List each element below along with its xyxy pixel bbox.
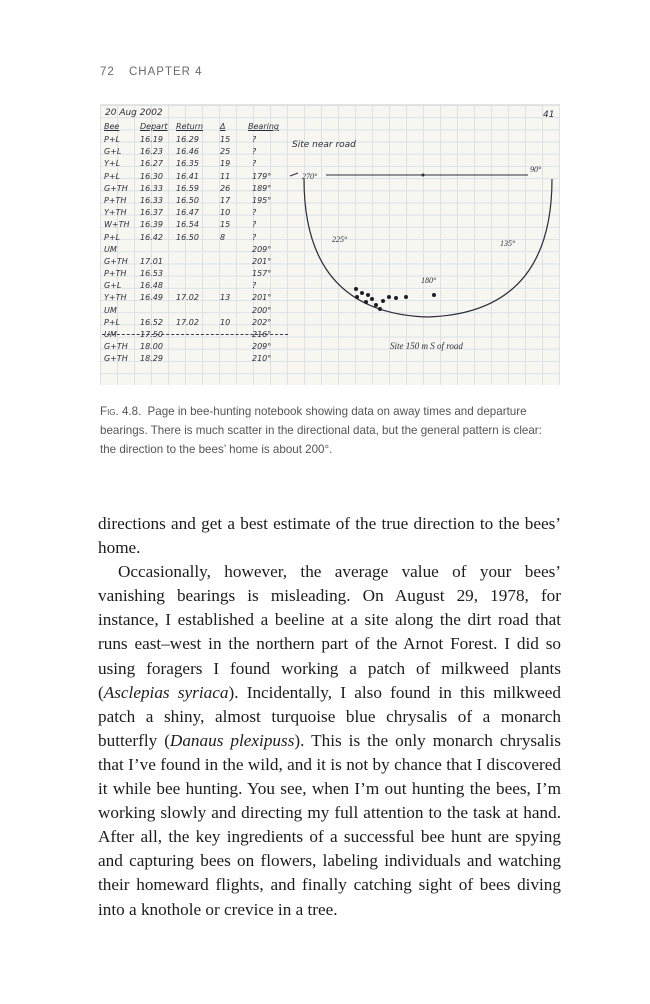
table-cell: 17.50 [140, 330, 163, 339]
table-cell: 16.29 [176, 135, 199, 144]
chapter-label: CHAPTER 4 [129, 66, 203, 78]
running-head [100, 66, 213, 78]
notebook-date: 20 Aug 2002 [105, 108, 163, 118]
label-270: 270° [302, 172, 318, 181]
table-cell: 16.23 [140, 147, 163, 157]
table-cell: 16.59 [176, 183, 199, 193]
body-text [98, 512, 561, 922]
paragraph: directions and get a best estimate of the true direction to the bees’ home. [98, 514, 561, 558]
notebook-figure [100, 104, 560, 385]
table-cell: G+L [104, 281, 122, 291]
table-cell: 11 [220, 171, 231, 181]
table-cell: UM [104, 244, 117, 254]
table-cell: 16.49 [140, 293, 163, 303]
table-cell: 17.02 [176, 293, 199, 303]
caption-label: Fig. 4.8. [100, 405, 142, 418]
table-cell: 157° [252, 269, 272, 279]
bearing-diagram [290, 135, 560, 351]
table-cell: G+L [104, 147, 122, 157]
table-cell: 17.01 [140, 256, 163, 266]
header-delta: Δ [220, 122, 226, 131]
label-90: 90° [530, 165, 542, 174]
table-cell: P+L [104, 171, 120, 181]
table-cell: W+TH [104, 220, 130, 230]
table-cell: P+TH [104, 269, 127, 279]
table-cell: UM [104, 305, 117, 315]
table-cell: 13 [220, 293, 231, 303]
table-cell: 18.29 [140, 354, 163, 364]
page-number: 72 [100, 66, 115, 78]
table-cell: 19 [220, 159, 231, 169]
table-cell: 201° [252, 293, 272, 303]
label-180: 180° [421, 276, 437, 285]
table-cell: G+TH [104, 183, 128, 193]
label-225: 225° [332, 235, 348, 244]
table-cell: ? [252, 135, 257, 144]
notebook-page-number: 41 [543, 110, 555, 120]
table-cell: 10 [220, 317, 231, 327]
table-cell: P+L [104, 317, 120, 327]
table-divider [102, 334, 288, 335]
table-cell: 26 [220, 183, 231, 193]
table-cell: 16.33 [140, 183, 163, 193]
species-name: Asclepias syriaca [103, 682, 229, 702]
table-cell: 189° [252, 183, 272, 193]
site-south-label: Site 150 m S of road [390, 341, 463, 351]
header-depart: Depart [140, 122, 168, 131]
table-cell: 195° [252, 195, 272, 205]
table-cell: 16.50 [176, 232, 199, 242]
label-135: 135° [500, 239, 516, 248]
table-cell: P+L [104, 135, 120, 144]
table-cell: Y+TH [104, 293, 127, 303]
table-cell: 16.27 [140, 159, 163, 169]
table-cell: 201° [252, 256, 272, 266]
table-cell: 16.46 [176, 147, 199, 157]
table-cell: 179° [252, 171, 272, 181]
table-cell: G+TH [104, 342, 128, 352]
table-cell: G+TH [104, 256, 128, 266]
table-cell: ? [252, 281, 257, 291]
table-cell: 16.37 [140, 208, 163, 218]
table-cell: 17 [220, 195, 231, 205]
table-cell: 16.54 [176, 220, 199, 230]
table-cell: 8 [220, 232, 226, 242]
table-cell: 16.41 [176, 171, 199, 181]
table-cell: 16.47 [176, 208, 199, 218]
table-cell: 17.02 [176, 317, 199, 327]
table-cell: P+TH [104, 195, 127, 205]
text-run: ). This is the only monarch chrysalis that I’ve found in the wild, and it is not by chance that I discovered it while bee hunting. You see, when I’m out hunting the bees, I’m working slowly and directing my full attention to the task at hand. After all, the key ingredients of a successful bee hunt are spying and capturing bees on flowers, labeling individuals and watching their homeward flights, and finally catching sight of bees diving into a knothole or crevice in a tree. [98, 730, 561, 919]
species-name: Danaus plexipuss [169, 730, 295, 750]
table-cell: Y+TH [104, 208, 127, 218]
table-cell: 18.00 [140, 342, 163, 352]
header-return: Return [176, 122, 204, 131]
table-cell: 16.53 [140, 269, 163, 279]
table-cell: ? [252, 208, 257, 218]
table-cell: ? [252, 159, 257, 169]
site-near-road-label: Site near road [292, 140, 356, 150]
table-cell: P+L [104, 232, 120, 242]
table-cell: 16.39 [140, 220, 163, 230]
table-cell: 16.19 [140, 135, 163, 144]
table-cell: 16.35 [176, 159, 199, 169]
table-cell: 209° [252, 342, 272, 352]
table-cell: 10 [220, 208, 231, 218]
figure-caption [100, 402, 560, 459]
text-run: ). Incidentally, I also found in this milkweed patch a shiny, almost turquoise blue chrysalis of a monarch butterfly ( [98, 682, 561, 750]
table-cell: 15 [220, 220, 231, 230]
tick-mark [290, 173, 298, 176]
text-run: Occasionally, however, the average value of your bees’ vanishing bearings is misleading. On August 29, 1978, for instance, I established a beeline at a site along the dirt road that runs east–west in the northern part of the Arnot Forest. I did so using foragers I found working a patch of milkweed plants ( [98, 562, 561, 702]
table-cell: Y+L [104, 159, 121, 169]
table-cell: 16.42 [140, 232, 163, 242]
table-cell: 15 [220, 135, 231, 144]
table-cell: 202° [252, 317, 272, 327]
table-cell: G+TH [104, 354, 128, 364]
table-cell: 16.33 [140, 195, 163, 205]
caption-text: Page in bee-hunting notebook showing data on away times and departure bearings. There is much scatter in the directional data, but the general pattern is clear: the direction to the bees’ home is about 200°. [100, 405, 542, 456]
table-cell: 16.30 [140, 171, 163, 181]
header-bee: Bee [104, 122, 120, 131]
table-cell: 16.48 [140, 281, 163, 291]
table-cell: ? [252, 220, 257, 230]
center-point [422, 174, 425, 177]
table-cell: 216° [252, 330, 272, 339]
table-cell: 209° [252, 244, 272, 254]
table-cell: 16.50 [176, 195, 199, 205]
table-cell: 16.52 [140, 317, 163, 327]
table-cell: 210° [252, 354, 272, 364]
table-cell: ? [252, 147, 257, 157]
table-cell: 25 [220, 147, 231, 157]
bearing-arc [304, 179, 552, 317]
table-cell: 200° [252, 305, 272, 315]
paragraph [98, 560, 561, 921]
header-bearing: Bearing [248, 122, 279, 131]
table-cell: ? [252, 232, 257, 242]
bearing-dots [354, 287, 436, 311]
table-cell: UM [104, 330, 117, 339]
